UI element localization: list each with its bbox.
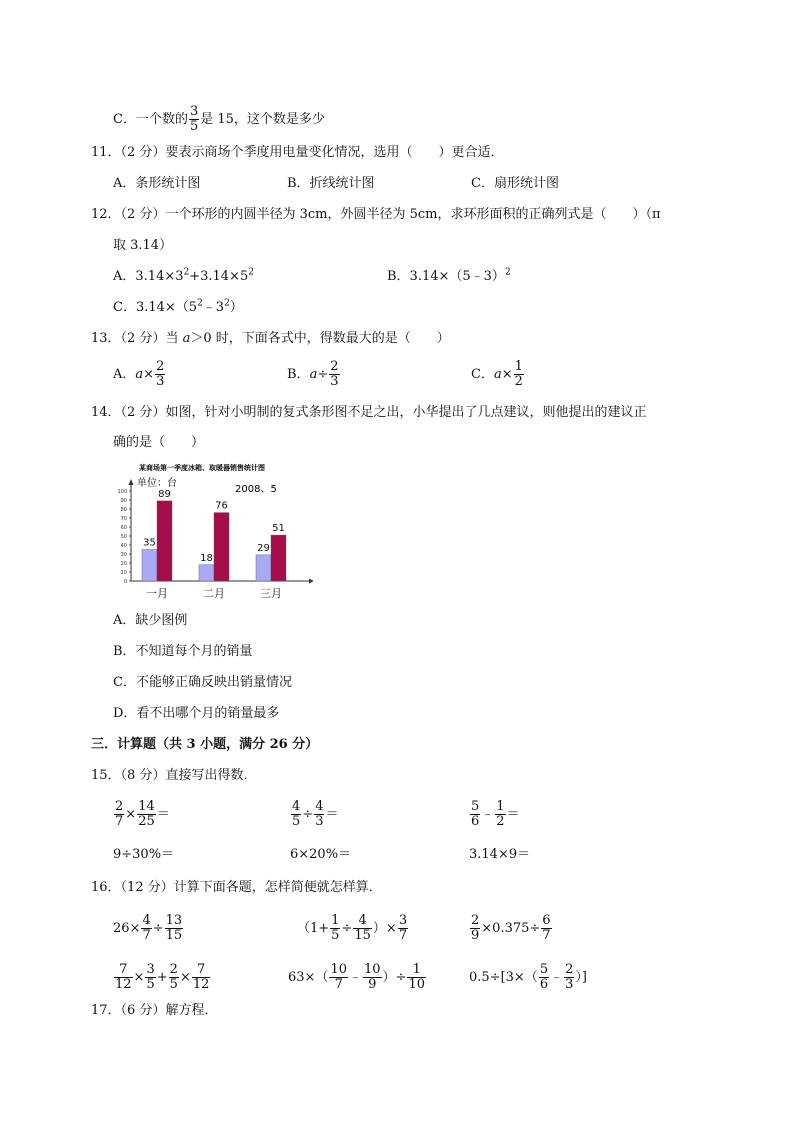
fraction: $\frac{3}{5}$	[189, 104, 199, 134]
q13-option-a: A．a× $\frac{2}{3}$	[113, 359, 165, 389]
q16-expr-2: （1+ $\frac{1}{5}$ ÷ $\frac{4}{15}$ ）× $\frac{3}{7}$	[297, 913, 408, 943]
bar	[271, 535, 286, 581]
bar	[214, 513, 229, 581]
y-tick-label: 0	[123, 579, 127, 585]
q16-expr-3: $\frac{2}{9}$ ×0.375÷ $\frac{6}{7}$	[471, 913, 551, 943]
bar-value-label: 51	[272, 523, 285, 535]
q11-option-c: C．扇形统计图	[471, 176, 559, 191]
y-tick-label: 90	[120, 498, 127, 504]
q14-option-a: A．缺少图例	[113, 613, 188, 628]
bar-value-label: 29	[257, 542, 270, 554]
y-tick-label: 30	[120, 552, 127, 558]
y-axis-arrow	[129, 479, 134, 485]
q14-option-c: C．不能够正确反映出销量情况	[113, 675, 292, 690]
category-label: 一月	[146, 587, 168, 600]
chart-date: 2008、5	[235, 484, 277, 495]
q14-option-b: B．不知道每个月的销量	[113, 644, 253, 659]
q13-stem: 13．（2 分）当 a＞0 时，下面各式中，得数最大的是（ ）	[91, 331, 450, 346]
y-tick-label: 20	[120, 561, 127, 567]
q10-option-c: C．一个数的 $\frac{3}{5}$ 是 15，这个数是多少	[113, 104, 325, 134]
bar	[199, 565, 214, 581]
q16-expr-5: 63×（ $\frac{10}{7}$ ﹣ $\frac{10}{9}$ ）÷ $\frac{1}{10}$	[288, 962, 425, 992]
q13-option-c: C．a× $\frac{1}{2}$	[471, 359, 523, 389]
category-label: 三月	[260, 587, 282, 600]
q14-stem: 14．（2 分）如图，针对小明制的复式条形图不足之出，小华提出了几点建议，则他提出的建议正	[91, 405, 647, 420]
q11-stem: 11．（2 分）要表示商场个季度用电量变化情况，选用（ ）更合适．	[91, 145, 504, 160]
y-tick-label: 80	[120, 507, 127, 513]
q12-stem-cont: 取 3.14）	[113, 238, 173, 253]
q16-stem: 16．（12 分）计算下面各题，怎样简便就怎样算．	[91, 880, 382, 895]
q17-stem: 17．（6 分）解方程．	[91, 1003, 218, 1018]
y-tick-label: 70	[120, 516, 127, 522]
bar	[157, 501, 172, 581]
y-tick-label: 60	[120, 525, 127, 531]
q12-stem: 12．（2 分）一个环形的内圆半径为 3cm，外圆半径为 5cm，求环形面积的正确列式是（ ）（π	[91, 207, 661, 222]
bar-value-label: 76	[215, 500, 228, 512]
category-label: 二月	[203, 587, 225, 600]
q15-expr-6: 3.14×9＝	[469, 847, 531, 862]
q11-option-b: B．折线统计图	[287, 176, 375, 191]
y-tick-label: 10	[120, 570, 127, 576]
q13-option-b: B．a÷ $\frac{2}{3}$	[287, 359, 339, 389]
q15-expr-2: $\frac{4}{5}$ ÷ $\frac{4}{3}$ ＝	[292, 799, 339, 829]
q12-option-a: A．$3.14\times 3^2+3.14\times 5^2$	[113, 267, 254, 284]
chart-unit: 单位：台	[137, 478, 177, 489]
bar	[142, 550, 157, 582]
q16-expr-1: 26× $\frac{4}{7}$ ÷ $\frac{13}{15}$	[113, 913, 183, 943]
q14-stem-cont: 确的是（ ）	[113, 435, 205, 450]
y-tick-label: 100	[117, 489, 127, 495]
q15-stem: 15．（8 分）直接写出得数．	[91, 768, 257, 783]
q16-expr-6: 0.5÷[3×（ $\frac{5}{6}$ ﹣ $\frac{2}{3}$ ）]	[469, 962, 587, 992]
q15-expr-1: $\frac{2}{7}$ × $\frac{14}{25}$ ＝	[115, 799, 170, 829]
y-tick-label: 40	[120, 543, 127, 549]
bar-value-label: 18	[200, 552, 213, 564]
bar-value-label: 35	[143, 537, 156, 549]
bar	[256, 555, 271, 581]
q15-expr-4: 9÷30%＝	[113, 847, 175, 862]
q14-option-d: D．看不出哪个月的销量最多	[113, 706, 280, 721]
bar-chart	[113, 460, 313, 602]
chart-title: 某商场第一季度冰箱、取暖器销售统计图	[139, 464, 265, 472]
bar-value-label: 89	[158, 488, 171, 500]
q12-option-b: B．3.14×（5﹣3）$^2$	[387, 267, 511, 284]
x-axis-arrow	[309, 579, 313, 584]
y-tick-label: 50	[120, 534, 127, 540]
section-title: 三．计算题（共 3 小题，满分 26 分）	[91, 737, 319, 752]
q15-expr-5: 6×20%＝	[290, 847, 352, 862]
q16-expr-4: $\frac{7}{12}$ × $\frac{3}{5}$ + $\frac{2}{5}$ × $\frac{7}{12}$	[115, 962, 210, 992]
q11-option-a: A．条形统计图	[113, 176, 201, 191]
q12-option-c: C．$3.14\times(5^2﹣3^2)$	[113, 298, 243, 315]
q15-expr-3: $\frac{5}{6}$ ﹣ $\frac{1}{2}$ ＝	[471, 799, 520, 829]
